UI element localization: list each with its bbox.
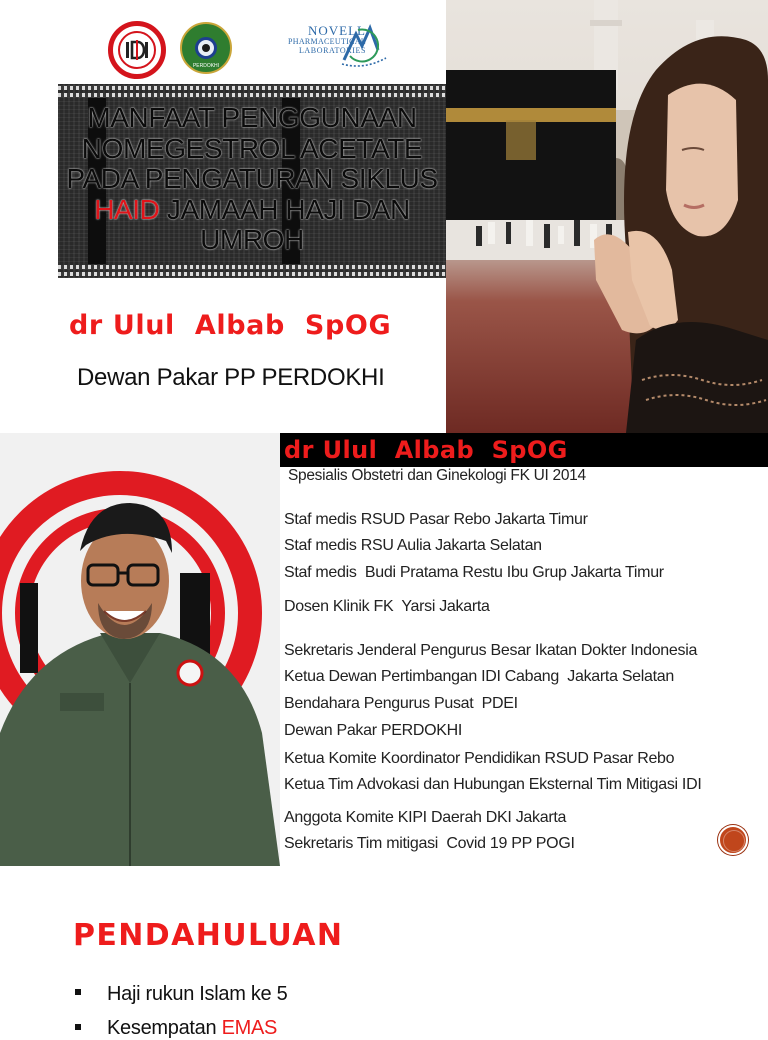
speaker-name: dr Ulul Albab SpOG <box>69 310 392 341</box>
bullet-item <box>107 1017 277 1040</box>
cv-item: Sekretaris Jenderal Pengurus Besar Ikatan Dokter Indonesia <box>284 642 698 659</box>
title-line-5: UMROH <box>200 224 304 255</box>
title-slide <box>0 0 768 433</box>
novell-logo-line1: NOVELL <box>308 23 366 38</box>
title-banner <box>58 84 446 278</box>
introduction-slide <box>0 866 768 1039</box>
cv-item: Ketua Dewan Pertimbangan IDI Cabang Jakarta Selatan <box>284 668 674 685</box>
nav-next-icon[interactable] <box>718 825 748 855</box>
cv-item: Anggota Komite KIPI Daerah DKI Jakarta <box>284 809 567 826</box>
perdokhi-logo-text: PERDOKHI <box>192 63 220 69</box>
idi-logo-mark <box>118 31 156 69</box>
speaker-role: Dewan Pakar PP PERDOKHI <box>77 364 385 391</box>
title-line-1: MANFAAT PENGGUNAAN <box>87 102 417 133</box>
cv-item: Dosen Klinik FK Yarsi Jakarta <box>284 598 490 615</box>
cv-item: Spesialis Obstetri dan Ginekologi FK UI 2014 <box>288 467 586 484</box>
cv-item: Staf medis RSUD Pasar Rebo Jakarta Timur <box>284 511 588 528</box>
title-highlight: HAID <box>94 193 160 225</box>
title-banner-stripe <box>58 86 446 90</box>
cv-item: Staf medis Budi Pratama Restu Ibu Grup Jakarta Timur <box>284 564 664 581</box>
title-line-3: PADA PENGATURAN SIKLUS <box>66 163 438 194</box>
title-line-4-rest: JAMAAH HAJI DAN <box>159 193 410 225</box>
cv-item: Dewan Pakar PERDOKHI <box>284 722 463 739</box>
hajj-woman-photo <box>446 0 768 433</box>
bullet-marker <box>75 1024 81 1030</box>
perdokhi-logo <box>178 20 234 76</box>
title-banner-stripe <box>58 265 446 269</box>
speaker-name: dr Ulul Albab SpOG <box>284 436 568 464</box>
title-banner-stripe <box>58 272 446 276</box>
novell-logo-icon <box>338 20 390 68</box>
bullet-item-text: Kesempatan <box>107 1017 222 1039</box>
cv-item: Ketua Tim Advokasi dan Hubungan Eksternal Tim Mitigasi IDI <box>284 776 702 793</box>
title-line-2: NOMEGESTROL ACETATE <box>81 132 423 164</box>
novell-logo-line3: LABORATORIES <box>298 46 366 55</box>
cv-item: Staf medis RSU Aulia Jakarta Selatan <box>284 537 542 554</box>
idi-logo-glyph <box>124 39 150 61</box>
novell-logo-line2: PHARMACEUTICAL <box>288 37 366 46</box>
title-banner-stripe <box>58 93 446 97</box>
perdokhi-logo-dot <box>202 44 210 52</box>
section-heading: PENDAHULUAN <box>73 918 344 953</box>
novell-logo <box>246 24 391 68</box>
idi-logo <box>108 21 166 79</box>
speaker-profile-slide <box>0 433 768 866</box>
cv-item: Sekretaris Tim mitigasi Covid 19 PP POGI <box>284 835 575 852</box>
bullet-item: Haji rukun Islam ke 5 <box>107 983 288 1005</box>
bullet-marker <box>75 989 81 995</box>
speaker-photo <box>0 433 280 866</box>
cv-item: Ketua Komite Koordinator Pendidikan RSUD Pasar Rebo <box>284 750 675 767</box>
cv-item: Bendahara Pengurus Pusat PDEI <box>284 695 518 712</box>
title-line-4 <box>58 195 446 226</box>
bullet-item-highlight: EMAS <box>221 1017 278 1039</box>
presentation-title <box>58 103 446 256</box>
